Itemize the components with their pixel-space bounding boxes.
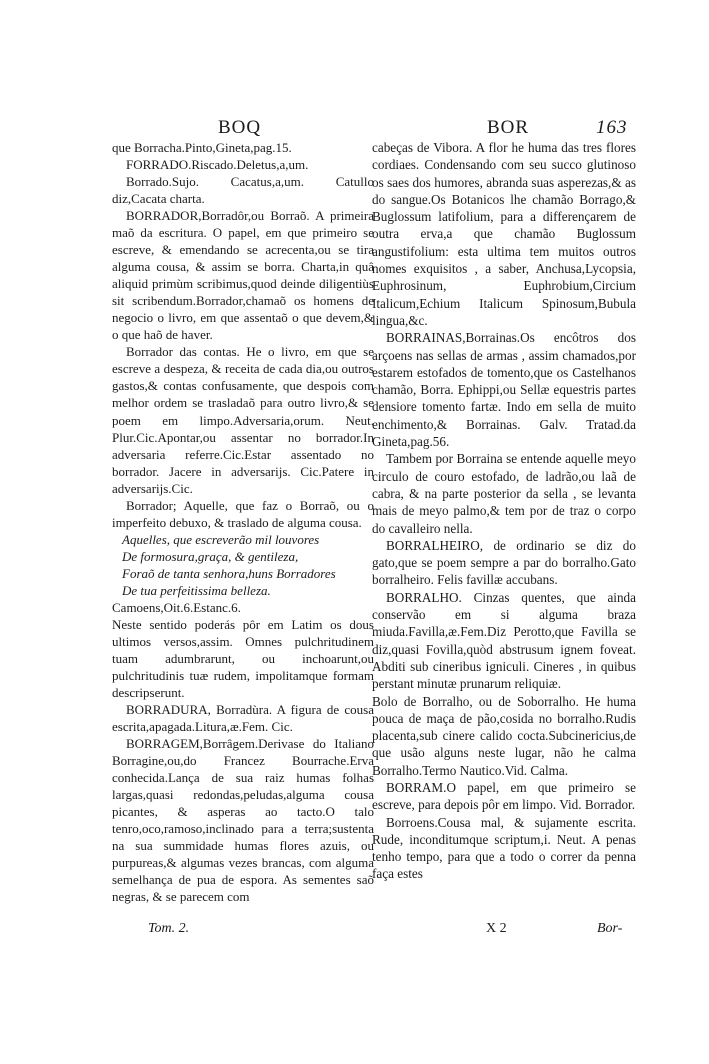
verse-line: De tua perfeitissima belleza. — [122, 582, 271, 598]
page-number: 163 — [596, 117, 628, 138]
volume-label: Tom. 2. — [148, 921, 190, 936]
catchword: Bor- — [597, 921, 623, 936]
dictionary-entry: Borrador das contas. He o livro, em que se escreve a despeza, & receita de cada dia,ou outros gastos,& contas confusamente, que despois com melhor ordem se trasladaõ para outro livro,& se poem em limpo.Adversaria,orum. Neut. Plur.Cic.Apontar,ou assentar no borrador.In adversaria referre.Cic.Estar assentado no borrador. Jacere in adversarijs. Cic.Patere in adversarijs.Cic. — [112, 344, 374, 496]
dictionary-entry: FORRADO.Riscado.Deletus,a,um. — [126, 157, 309, 173]
dictionary-entry: BORRAGEM,Borrâgem.Derivase do Italiano Borragine,ou,do Francez Bourrache.Erva conhecida.Lança de sua raiz humas folhas largas,quasi redondas,peludas,alguma cousa picantes, & asperas ao tacto.O talo tenro,oco,ramoso,inclinado para a terra;sustenta na sua summidade humas flores azuis, ou purpureas,& algumas vezes brancas, com alguma semelhança de pua de espora. As sementes saõ negras, & se parecem com — [112, 736, 374, 905]
dictionary-entry: BORRALHEIRO, de ordinario se diz do gato,que se poem sempre a par do borralho.Gato borralheiro. Felis favillæ accubans. — [372, 537, 636, 588]
header-right-guide-word: BOR — [487, 117, 530, 138]
right-column — [372, 139, 636, 883]
signature-mark: X 2 — [486, 921, 507, 936]
verse-line: De formosura,graça, & gentileza, — [122, 548, 299, 564]
verse-line: Foraõ de tanta senhora,huns Borradores — [122, 565, 336, 581]
dictionary-entry: Tambem por Borraina se entende aquelle meyo circulo de couro estofado, de ladrão,ou laã de cabra, & na parte posterior da sella , se levanta mais de meyo palmo,& tem por de traz o corpo do cavalleiro nella. — [372, 451, 636, 536]
dictionary-entry: Bolo de Borralho, ou de Soborralho. He huma pouca de maça de pão,cosida no borralho.Rudis placenta,sub cinere calido cocta.Subcinericius,de que usão alguns neste lugar, não he calma Borralho.Termo Nautico.Vid. Calma. — [372, 693, 636, 778]
dictionary-entry: que Borracha.Pinto,Gineta,pag.15. — [112, 140, 292, 155]
left-column — [112, 139, 374, 905]
dictionary-entry: BORRADOR,Borradôr,ou Borraõ. A primeira maõ da escritura. O papel, em que primeiro se escreve, & emendando se acrecenta,ou se tira alguma cousa, & assim se borra. Charta,in quâ aliquid primùm scribimus,quod deinde diligentiùs sit scribendum.Borrador,chamaõ os homens de negocio o livro, em que assentaõ o que devem,& o que haõ de haver. — [112, 208, 374, 343]
dictionary-entry: Borrador; Aquelle, que faz o Borraõ, ou o imperfeito debuxo, & traslado de alguma cousa. — [112, 497, 374, 530]
header-left-guide-word: BOQ — [218, 117, 262, 138]
dictionary-entry: Borroens.Cousa mal, & sujamente escrita. Rude, inconditumque scriptum,i. Neut. A penas tenho tempo, para que a todo o correr da penna faça estes — [372, 814, 636, 882]
dictionary-entry: BORRAM.O papel, em que primeiro se escreve, para depois pôr em limpo. Vid. Borrador. — [372, 779, 636, 813]
dictionary-entry: BORRADURA, Borradùra. A figura de cousa escrita,apagada.Litura,æ.Fem. Cic. — [112, 702, 374, 735]
dictionary-entry: BORRALHO. Cinzas quentes, que ainda conservão em si alguma braza miuda.Favilla,æ.Fem.Diz Perotto,que Favilla se diz,quasi Fovilla,quòd abstrusum ignem foveat. Abditi sub cineribus igniculi. Cineres , in quibus perstant minutæ prunarum reliquiæ. — [372, 589, 636, 692]
verse-line: Aquelles, que escreverão mil louvores — [122, 531, 320, 547]
dictionary-entry: BORRAINAS,Borrainas.Os encôtros dos arçoens nas sellas de armas , assim chamados,por estarem estofados de tomento,que os Castelhanos chamão, Borra. Ephippi,ou Sellæ equestris partes densiore tomento fartæ. Indo em sella de muito enchimento,& Borrainas. Galv. Tratad.da Gineta,pag.56. — [372, 330, 636, 450]
dictionary-entry: cabeças de Vibora. A flor he huma das tres flores cordiaes. Condensando com seu succo glutinoso os saes dos humores, abranda suas asperezas,& as do sangue.Os Botanicos lhe chamão Borrago,& Buglossum latifolium, para a differençarem de outra erva,a que chamão Buglossum angustifolium: esta ultima tem muitos outros nomes exquisitos , a saber, Anchusa,Lycopsia, Euphrosinum, Euphrobium,Circium Italicum,Echium Italicum Spinosum,Bubula lingua,&c. — [372, 140, 636, 328]
dictionary-entry: Camoens,Oit.6.Estanc.6. — [112, 599, 241, 615]
dictionary-entry: Neste sentido poderás pôr em Latim os dous ultimos versos,assim. Omnes pulchritudinem tuam adumbrarunt, ou inchoarunt,ou pulchritudinis tuæ rudem, impolitamque formam descripserunt. — [112, 616, 374, 700]
dictionary-entry: Borrado.Sujo. Cacatus,a,um. Catullo diz,Cacata charta. — [112, 174, 374, 207]
